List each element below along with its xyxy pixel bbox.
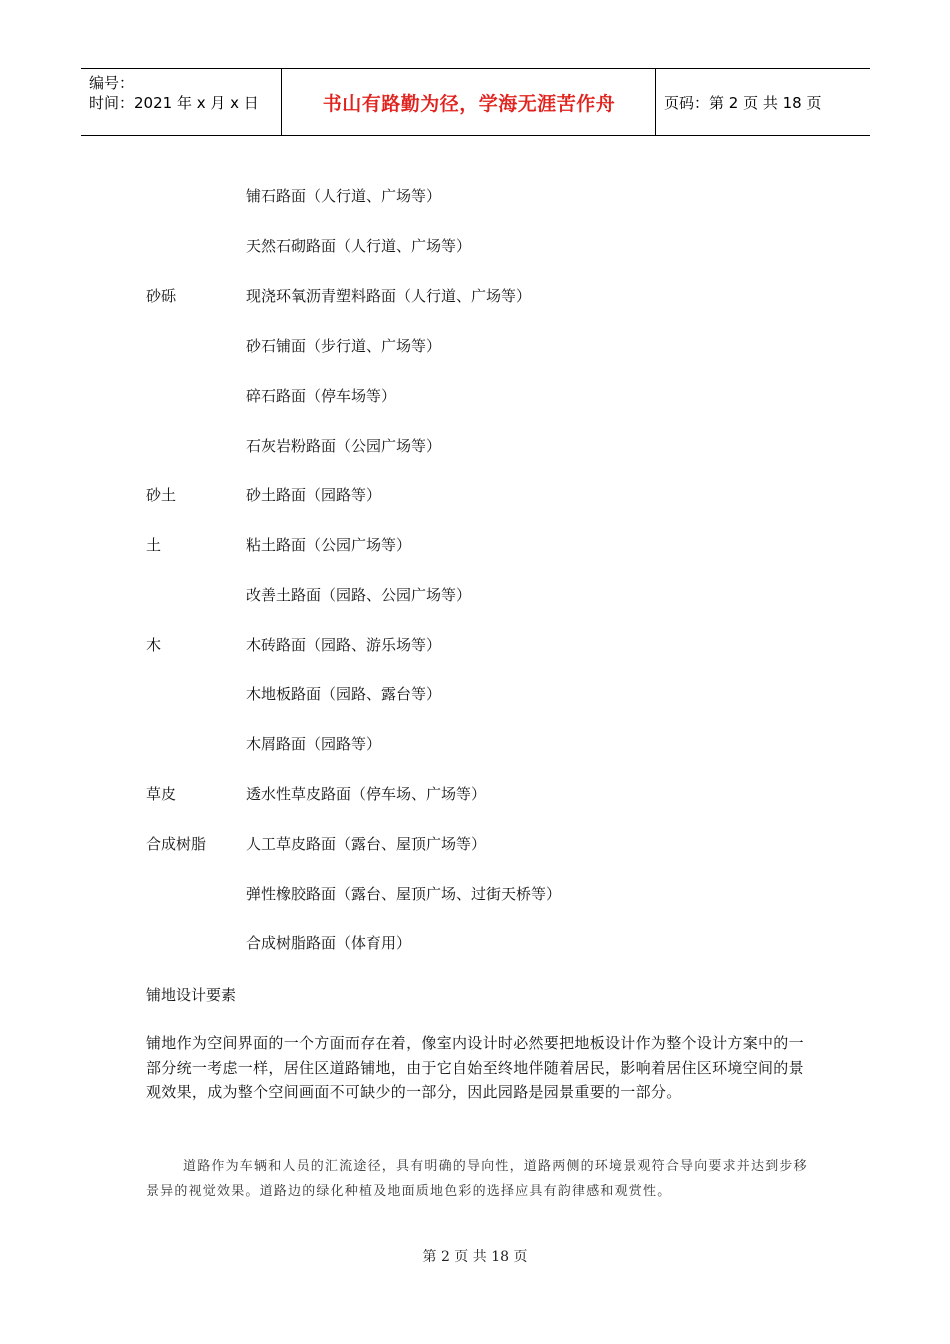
material-category: 木 xyxy=(146,636,162,654)
material-item: 木地板路面（园路、露台等） xyxy=(246,685,442,703)
material-category: 砂砾 xyxy=(146,287,177,305)
material-category: 草皮 xyxy=(146,785,177,803)
header-page-info: 页码：第 2 页 共 18 页 xyxy=(664,93,822,112)
page-header xyxy=(81,68,870,136)
material-item: 改善土路面（园路、公园广场等） xyxy=(246,586,472,604)
material-category: 合成树脂 xyxy=(146,835,207,853)
material-item: 砂土路面（园路等） xyxy=(246,486,382,504)
material-item: 弹性橡胶路面（露台、屋顶广场、过街天桥等） xyxy=(246,885,562,903)
material-item: 木屑路面（园路等） xyxy=(246,735,382,753)
header-number-label: 编号： xyxy=(89,74,135,92)
material-item: 木砖路面（园路、游乐场等） xyxy=(246,636,442,654)
material-category: 砂土 xyxy=(146,486,177,504)
body-paragraph: 铺地作为空间界面的一个方面而存在着，像室内设计时必然要把地板设计作为整个设计方案中的一部分统一考虑一样，居住区道路铺地，由于它自始至终地伴随着居民，影响着居住区环境空间的景观效果，成为整个空间画面不可缺少的一部分，因此园路是园景重要的一部分。 xyxy=(146,1034,804,1101)
material-item: 碎石路面（停车场等） xyxy=(246,387,397,405)
header-divider-right xyxy=(655,69,656,135)
material-item: 砂石铺面（步行道、广场等） xyxy=(246,337,442,355)
header-meta xyxy=(89,73,259,113)
material-item: 石灰岩粉路面（公园广场等） xyxy=(246,437,442,455)
material-category: 土 xyxy=(146,536,162,554)
header-motto: 书山有路勤为径，学海无涯苦作舟 xyxy=(322,92,616,115)
material-item: 粘土路面（公园广场等） xyxy=(246,536,412,554)
material-item: 天然石砌路面（人行道、广场等） xyxy=(246,237,472,255)
section-title: 铺地设计要素 xyxy=(146,986,237,1004)
page-footer: 第 2 页 共 18 页 xyxy=(422,1249,528,1265)
header-time-label: 时间：2021 年 x 月 x 日 xyxy=(89,94,259,112)
material-item: 合成树脂路面（体育用） xyxy=(246,934,412,952)
header-divider-left xyxy=(281,69,282,135)
material-item: 铺石路面（人行道、广场等） xyxy=(246,187,442,205)
material-item: 人工草皮路面（露台、屋顶广场等） xyxy=(246,835,487,853)
body-paragraph-small: 道路作为车辆和人员的汇流途径，具有明确的导向性，道路两侧的环境景观符合导向要求并达到步移景异的视觉效果。道路边的绿化种植及地面质地色彩的选择应具有韵律感和观赏性。 xyxy=(146,1159,808,1199)
material-item: 透水性草皮路面（停车场、广场等） xyxy=(246,785,487,803)
material-item: 现浇环氧沥青塑料路面（人行道、广场等） xyxy=(246,287,532,305)
